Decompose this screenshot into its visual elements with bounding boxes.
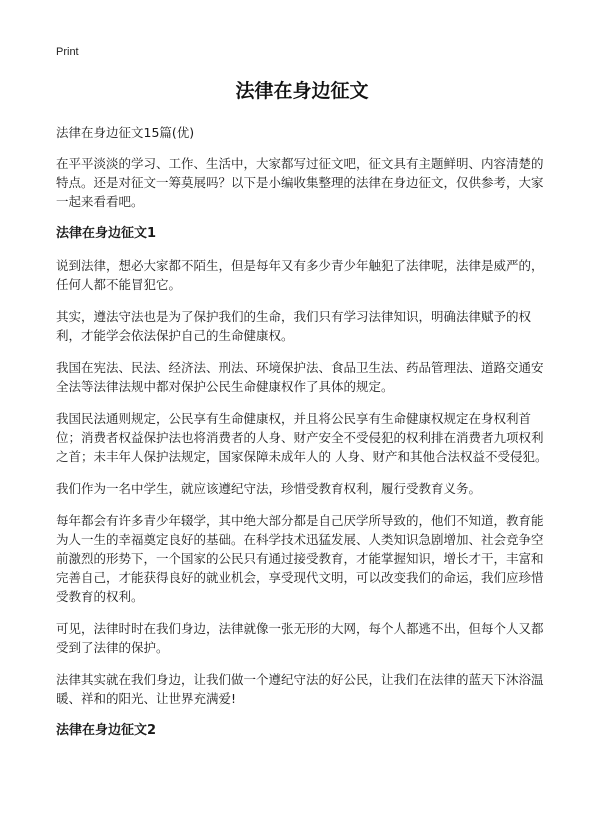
document-subtitle: 法律在身边征文15篇(优) bbox=[56, 125, 195, 140]
section1-paragraph: 法律其实就在我们身边，让我们做一个遵纪守法的好公民，让我们在法律的蓝天下沐浴温暖、祥和的阳光、让世界充满爱! bbox=[56, 672, 544, 706]
section1-paragraph: 每年都会有许多青少年辍学，其中绝大部分都是自己厌学所导致的，他们不知道，教育能为人一生的幸福奠定良好的基础。在科学技术迅猛发展、人类知识急剧增加、社会竞争空前激烈的形势下，一个国家的公民只有通过接受教育，才能掌握知识，增长才干，丰富和完善自己，才能获得良好的就业机会，享受现代文明，可以改变我们的命运，我们应珍惜受教育的权利。 bbox=[56, 513, 544, 604]
section1-paragraph: 我们作为一名中学生，就应该遵纪守法，珍惜受教育权利，履行受教育义务。 bbox=[56, 481, 482, 496]
section1-paragraph: 可见，法律时时在我们身边，法律就像一张无形的大网，每个人都逃不出，但每个人又都受到了法律的保护。 bbox=[56, 621, 544, 655]
section1-paragraph: 我国在宪法、民法、经济法、刑法、环境保护法、食品卫生法、药品管理法、道路交通安全法等法律法规中都对保护公民生命健康权作了具体的规定。 bbox=[56, 360, 544, 394]
section1-paragraph: 其实，遵法守法也是为了保护我们的生命，我们只有学习法律知识，明确法律赋予的权利，才能学会依法保护自己的生命健康权。 bbox=[56, 309, 532, 343]
intro-paragraph: 在平平淡淡的学习、工作、生活中，大家都写过征文吧，征文具有主题鲜明、内容清楚的特点。还是对征文一筹莫展吗？以下是小编收集整理的法律在身边征文，仅供参考，大家一起来看看吧。 bbox=[56, 156, 544, 209]
section-heading-1: 法律在身边征文1 bbox=[56, 226, 157, 241]
section-heading-2: 法律在身边征文2 bbox=[56, 723, 157, 738]
print-link[interactable]: Print bbox=[56, 46, 79, 58]
page-title: 法律在身边征文 bbox=[235, 80, 369, 102]
section1-paragraph: 我国民法通则规定，公民享有生命健康权，并且将公民享有生命健康权规定在身权利首位；消费者权益保护法也将消费者的人身、财产安全不受侵犯的权利排在消费者九项权利之首；未丰年人保护法规定，国家保障未成年人的 人身、财产和其他合法权益不受侵犯。 bbox=[56, 411, 548, 464]
document-page bbox=[56, 46, 548, 753]
section1-paragraph: 说到法律，想必大家都不陌生，但是每年又有多少青少年触犯了法律呢，法律是威严的，任何人都不能冒犯它。 bbox=[56, 258, 544, 292]
